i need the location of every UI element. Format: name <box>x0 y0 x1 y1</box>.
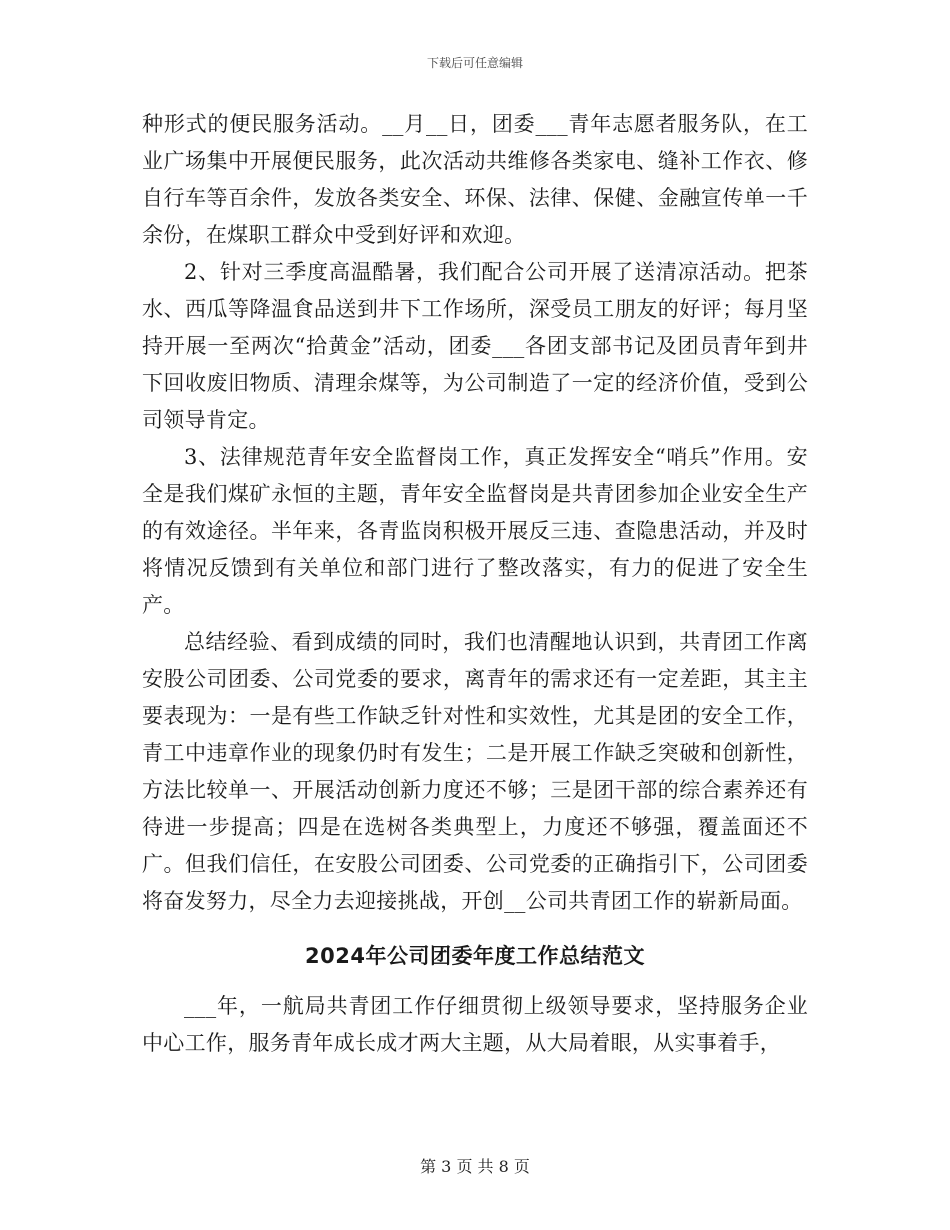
section-title: 2024年公司团委年度工作总结范文 <box>305 944 645 968</box>
paragraph-section-intro: ___年，一航局共青团工作仔细贯彻上级领导要求，坚持服务企业中心工作，服务青年成长成才两大主题，从大局着眼，从实事着手， <box>142 994 808 1055</box>
paragraph-item-2: 2、针对三季度高温酷暑，我们配合公司开展了送清凉活动。把茶水、西瓜等降温食品送到井下工作场所，深受员工朋友的好评；每月坚持开展一至两次“拾黄金”活动，团委___各团支部书记及团员青年到井下回收废旧物质、清理余煤等，为公司制造了一定的经济价值，受到公司领导肯定。 <box>142 260 808 432</box>
paragraph-summary: 总结经验、看到成绩的同时，我们也清醒地认识到，共青团工作离安股公司团委、公司党委的要求，离青年的需求还有一定差距，其主主要表现为：一是有些工作缺乏针对性和实效性，尤其是团的安全工作，青工中违章作业的现象仍时有发生；二是开展工作缺乏突破和创新性，方法比较单一、开展活动创新力度还不够；三是团干部的综合素养还有待进一步提高；四是在选树各类典型上，力度还不够强，覆盖面还不广。但我们信任，在安股公司团委、公司党委的正确指引下，公司团委将奋发努力，尽全力去迎接挑战，开创__公司共青团工作的崭新局面。 <box>142 630 808 913</box>
document-body <box>142 106 808 1062</box>
paragraph-continued: 种形式的便民服务活动。__月__日，团委___青年志愿者服务队，在工业广场集中开展便民服务，此次活动共维修各类家电、缝补工作衣、修自行车等百余件，发放各类安全、环保、法律、保健、金融宣传单一千余份，在煤职工群众中受到好评和欢迎。 <box>142 112 808 247</box>
page-header: 下载后可任意编辑 <box>426 56 523 70</box>
paragraph-item-3: 3、法律规范青年安全监督岗工作，真正发挥安全“哨兵”作用。安全是我们煤矿永恒的主题，青年安全监督岗是共青团参加企业安全生产的有效途径。半年来，各青监岗积极开展反三违、查隐患活动，并及时将情况反馈到有关单位和部门进行了整改落实，有力的促进了安全生产。 <box>142 445 808 617</box>
page-number: 第 3 页 共 8 页 <box>420 1157 530 1176</box>
